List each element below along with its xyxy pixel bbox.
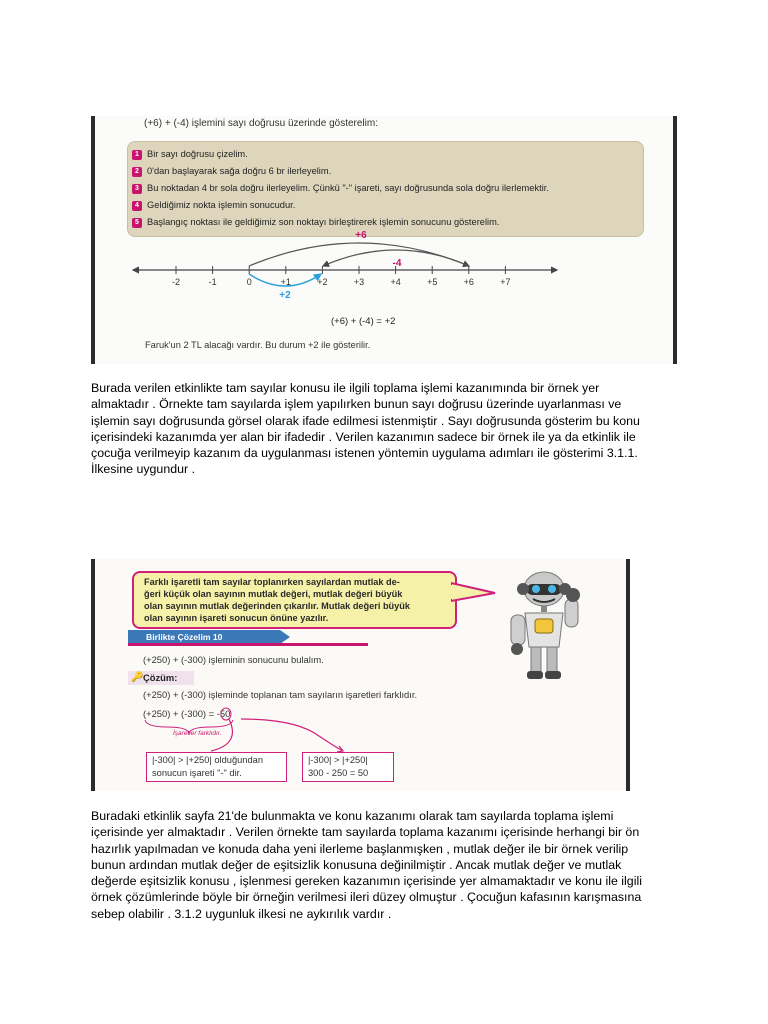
- paragraph-line: sebep olabilir . 3.1.2 uygunluk ilkesi ne aykırılık vardır .: [91, 906, 392, 921]
- axis-tick-label: 0: [246, 277, 252, 287]
- axis-tick-label: -2: [171, 277, 181, 287]
- bubble-line: Farklı işaretli tam sayılar toplanırken sayılardan mutlak de-: [144, 577, 400, 587]
- axis-tick-label: +1: [280, 277, 291, 287]
- paragraph-line: içerisindeki kazanımda yer alan bir ifadedir . Verilen kazanımın sadece bir örnek ile ya da etkinlik ile: [91, 429, 636, 444]
- commentary-paragraph-1: [91, 380, 676, 478]
- axis-tick-label: +4: [390, 277, 401, 287]
- paragraph-line: İlkesine uygundur .: [91, 462, 196, 477]
- banner-title: Birlikte Çözelim 10: [146, 632, 223, 642]
- absolute-value-figure: [91, 559, 630, 791]
- arc-middle-label: -4: [392, 258, 402, 269]
- paragraph-line: içerisinde yer almaktadır . Verilen örnekte tam sayılarda toplama kazanımı içerisinde herhangi bir ön: [91, 825, 640, 840]
- step-text: Bir sayı doğrusu çizelim.: [147, 149, 248, 159]
- axis-tick-label: -1: [208, 277, 217, 287]
- axis-ticks: [172, 266, 511, 287]
- paragraph-line: Buradaki etkinlik sayfa 21'de bulunmakta ve konu kazanımı olarak tam sayılarda toplama işlemi: [91, 809, 614, 823]
- paragraph-line: işlemin sayı doğrusunda görsel olarak ifade edilmesi istenmiştir . Sayı doğrusunda gösterim bu konu: [91, 413, 640, 428]
- step-text: 0'dan başlayarak sağa doğru 6 br ilerleyelim.: [147, 166, 332, 176]
- bubble-line: olan sayının mutlak değerinden çıkarılır. Mutlak değeri büyük: [144, 601, 411, 611]
- step-text: Bu noktadan 4 br sola doğru ilerleyelim. Çünkü "-" işareti, sayı doğrusunda sola doğru ilerlemektir.: [147, 183, 549, 193]
- step-text: Başlangıç noktası ile geldiğimiz son noktayı birleştirerek işlemin sonucunu gösterelim.: [147, 217, 500, 227]
- equation: (+6) + (-4) = +2: [331, 316, 396, 327]
- figure-title: (+6) + (-4) işlemini sayı doğrusu üzerinde gösterelim:: [144, 118, 378, 129]
- box-line: sonucun işareti "-" dir.: [152, 768, 242, 778]
- axis-tick-label: +5: [427, 277, 438, 287]
- annotation-note: İşaretler farklıdır.: [173, 730, 222, 737]
- box-line: |-300| > |+250| olduğundan: [152, 755, 263, 765]
- bubble-line: olan sayının işareti sonucun önüne yazılır.: [144, 613, 329, 623]
- solution-line-2: (+250) + (-300) = -50: [143, 708, 231, 719]
- step-number: 3: [132, 184, 142, 194]
- axis-tick-label: +7: [500, 277, 511, 287]
- paragraph-line: Burada verilen etkinlikte tam sayılar konusu ile ilgili toplama işlemi kazanımında bir örnek yer: [91, 381, 600, 395]
- box-line: 300 - 250 = 50: [308, 768, 369, 778]
- step-number: 5: [132, 218, 142, 228]
- axis-tick-label: +2: [317, 277, 328, 287]
- explanation-box-difference: [302, 752, 394, 782]
- paragraph-line: çocuğa verilmeyip kazanım da uygulanması istenen yöntemin uygulama adımları ile gösterimi 3.1.1.: [91, 446, 638, 461]
- arc-bottom-label: +2: [279, 290, 291, 301]
- paragraph-line: değerde eşitsizlik konusu , işlenmesi gereken kazanımın içerisinde yer almamaktadır ve konu ile ilgili: [91, 874, 642, 889]
- bubble-line: ğeri küçük olan sayının mutlak değeri, mutlak değeri büyük: [144, 589, 403, 599]
- key-icon: 🔑: [131, 672, 144, 683]
- solution-label: Çözüm:: [143, 672, 178, 683]
- step-number: 1: [132, 150, 142, 160]
- axis-tick-label: +6: [463, 277, 474, 287]
- step-number: 2: [132, 167, 142, 177]
- question-text: (+250) + (-300) işleminin sonucunu bulalım.: [143, 654, 324, 665]
- box-line: |-300| > |+250|: [308, 755, 368, 765]
- paragraph-line: örnek çözümlerinde böyle bir örneğin verilmesi ileri düzey olmuştur . Çocuğun kafasının karışmasına: [91, 890, 642, 905]
- solution-line-1: (+250) + (-300) işleminde toplanan tam sayıların işaretleri farklıdır.: [143, 689, 418, 700]
- paragraph-line: bunun ardından mutlak değer de eşitsizlik konusuna değinilmiştir . Ancak mutlak değer ve mutlak: [91, 857, 622, 872]
- step-text: Geldiğimiz nokta işlemin sonucudur.: [147, 200, 296, 210]
- paragraph-line: almaktadır . Örnekte tam sayılarda işlem yapılırken bunun sayı doğrusu üzerinde uyarlanması ve: [91, 397, 622, 412]
- paragraph-line: hazırlık yapılmadan ve konuda daha yeni ilerleme başlanmışken , mutlak değer ile bir örnek verilip: [91, 841, 629, 856]
- explanation-box-sign: [146, 752, 287, 782]
- commentary-paragraph-2: [91, 808, 676, 922]
- figure-note: Faruk'un 2 TL alacağı vardır. Bu durum +2 ile gösterilir.: [145, 340, 371, 350]
- number-line-figure: [91, 116, 677, 364]
- axis-tick-label: +3: [353, 277, 365, 287]
- arc-top-label: +6: [355, 230, 367, 241]
- step-number: 4: [132, 201, 142, 211]
